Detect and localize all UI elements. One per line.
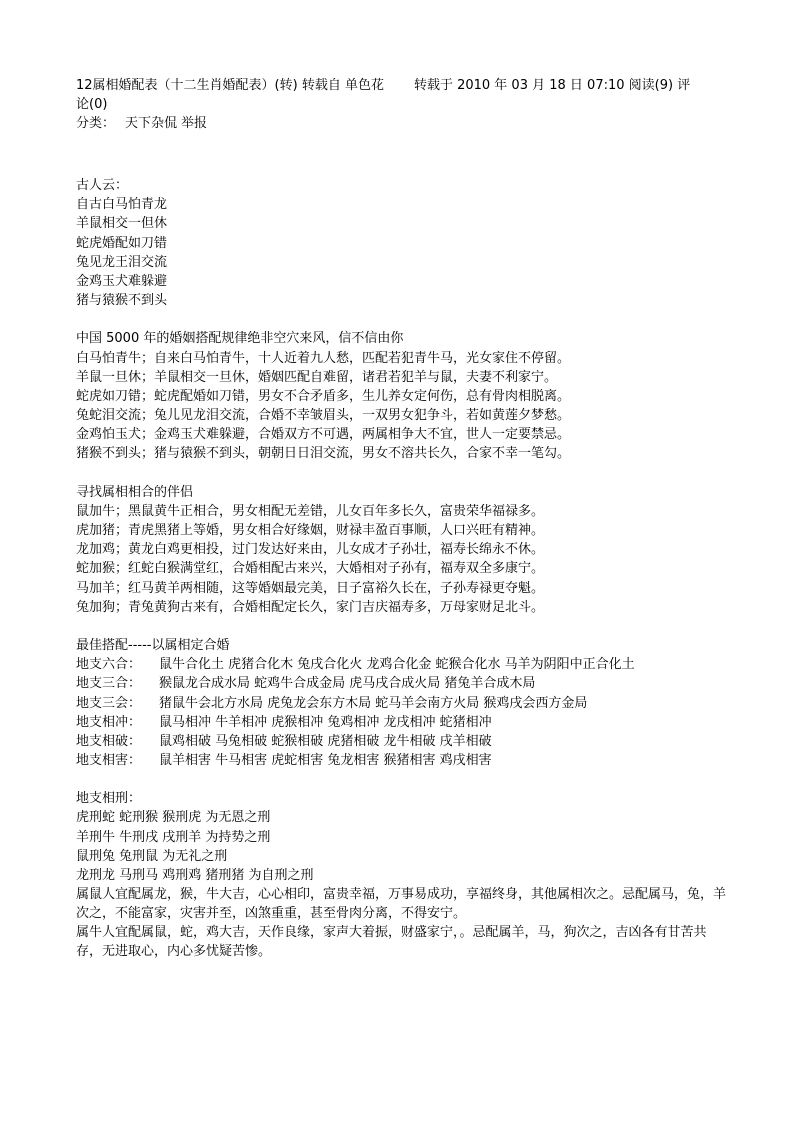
verse-line: 鼠加牛；黑鼠黄牛正相合，男女相配无差错，儿女百年多长久，富贵荣华福禄多。	[76, 503, 545, 519]
verse-line: 蛇虎如刀错；蛇虎配婚如刀错，男女不合矛盾多，生儿养女定何伤，总有骨肉相脱离。	[76, 388, 571, 404]
branch-text: 鼠羊相害 牛马相害 虎蛇相害 兔龙相害 猴猪相害 鸡戌相害	[159, 753, 492, 769]
post-header	[76, 76, 726, 133]
punishment-line: 虎刑蛇 蛇刑猴 猴刑虎 为无恩之刑	[76, 810, 271, 826]
branch-row	[76, 751, 726, 770]
intro-heading: 古人云：	[76, 178, 129, 193]
branch-row	[76, 713, 726, 732]
verse-line: 白马怕青牛；自来白马怕青牛，十人近着九人愁，匹配若犯青牛马，光女家住不停留。	[76, 350, 571, 366]
verse-line: 羊鼠一旦休；羊鼠相交一旦休，婚姻匹配自难留，诸君若犯羊与鼠，夫妻不利家宁。	[76, 369, 558, 385]
verse-line: 马加羊；红马黄羊两相随，这等婚姻最完美，日子富裕久长在，子孙寿禄更夺魁。	[76, 580, 545, 596]
ox-paragraph: 属牛人宜配属鼠，蛇，鸡大吉，天作良缘，家声大着振，财盛家宁，。忌配属羊，马，狗次之，吉凶各有甘苦共存，无进取心，内心多忧疑苦惨。	[76, 925, 707, 960]
intro-line: 蛇虎婚配如刀错	[76, 235, 168, 251]
branch-row	[76, 674, 726, 693]
intro-line: 自古白马怕青龙	[76, 197, 168, 213]
branch-text: 鼠马相冲 牛羊相冲 虎猴相冲 兔鸡相冲 龙戌相冲 蛇猪相冲	[159, 714, 492, 730]
branch-label: 地支三合：	[76, 676, 142, 692]
section-heading: 地支相刑：	[76, 791, 142, 807]
punishment-line: 羊刑牛 牛刑戌 戌刑羊 为持势之刑	[76, 829, 271, 845]
branch-row	[76, 694, 726, 713]
rat-paragraph: 属鼠人宜配属龙，猴，牛大吉，心心相印，富贵幸福，万事易成功，享福终身，其他属相次之。忌配属马，兔，羊次之，不能富家，灾害并至，凶煞重重，甚至骨肉分离，不得安宁。	[76, 887, 727, 922]
category-link[interactable]: 天下杂侃	[125, 116, 178, 131]
section-heading: 寻找属相相合的伴侣	[76, 484, 194, 500]
verse-line: 兔蛇泪交流；兔儿见龙泪交流，合婚不幸皱眉头，一双男女犯争斗，若如黄莲夕梦愁。	[76, 408, 571, 424]
category-label: 分类：	[76, 116, 116, 131]
branch-text: 鼠鸡相破 马兔相破 蛇猴相破 虎猪相破 龙牛相破 戌羊相破	[159, 733, 492, 749]
intro-line: 猪与猿猴不到头	[76, 293, 168, 309]
post-meta-line	[76, 76, 726, 95]
branch-text: 猴鼠龙合成水局 蛇鸡牛合成金局 虎马戌合成火局 猪兔羊合成木局	[159, 676, 536, 692]
verse-line: 虎加猪；青虎黑猪上等婚，男女相合好缘姻，财禄丰盈百事顺，人口兴旺有精神。	[76, 523, 545, 538]
branch-text: 猪鼠牛会北方水局 虎兔龙会东方木局 蛇马羊会南方火局 猴鸡戌会西方金局	[159, 695, 588, 711]
verse-line: 兔加狗；青兔黄狗古来有，合婚相配定长久，家门吉庆福寿多，万母家财足北斗。	[76, 599, 545, 615]
punishment-section	[76, 789, 726, 961]
punishment-line: 龙刑龙 马刑马 鸡刑鸡 猪刑猪 为自刑之刑	[76, 868, 314, 883]
verse-line: 龙加鸡；黄龙白鸡更相投，过门发达好来由，儿女成才子孙壮，福寿长绵永不休。	[76, 542, 545, 558]
category-line	[76, 114, 726, 133]
post-meta: 转载于 2010 年 03 月 18 日 07:10 阅读(9) 评	[413, 78, 691, 93]
branch-label: 地支三会：	[76, 695, 142, 711]
section-heading: 最佳搭配-----以属相定合婚	[76, 637, 230, 653]
branch-label: 地支相冲：	[76, 714, 142, 730]
post-meta-continued: 论(0)	[76, 97, 108, 112]
punishment-line: 鼠刑兔 兔刑鼠 为无礼之刑	[76, 848, 228, 864]
report-link[interactable]: 举报	[181, 116, 208, 131]
mismatch-section	[76, 329, 726, 463]
verse-line: 蛇加猴；红蛇白猴满堂红，合婚相配古来兴，大婚相对子孙有，福寿双全多康宁。	[76, 561, 545, 577]
branch-label: 地支六合：	[76, 657, 142, 673]
intro-line: 羊鼠相交一但休	[76, 216, 168, 232]
branch-label: 地支相破：	[76, 733, 142, 749]
section-heading: 中国 5000 年的婚姻搭配规律绝非空穴来风，信不信由你	[76, 331, 404, 347]
intro-line: 金鸡玉犬难躲避	[76, 273, 168, 289]
branch-label: 地支相害：	[76, 753, 142, 769]
branch-row	[76, 732, 726, 751]
intro-line: 兔见龙王泪交流	[76, 254, 168, 270]
intro-section	[76, 176, 726, 310]
verse-line: 猪猴不到头；猪与猿猴不到头，朝朝日日泪交流，男女不溶共长久，合家不幸一笔勾。	[76, 446, 571, 462]
branch-row	[76, 655, 726, 674]
match-section	[76, 483, 726, 617]
post-title: 12属相婚配表（十二生肖婚配表）(转) 转载自 单色花	[76, 78, 384, 93]
article	[76, 76, 726, 961]
branch-section	[76, 636, 726, 770]
verse-line: 金鸡怕玉犬；金鸡玉犬难躲避，合婚双方不可遇，两属相争大不宜，世人一定要禁忌。	[76, 427, 571, 443]
branch-text: 鼠牛合化土 虎猪合化木 兔戌合化火 龙鸡合化金 蛇猴合化水 马羊为阴阳中正合化土	[159, 657, 635, 673]
